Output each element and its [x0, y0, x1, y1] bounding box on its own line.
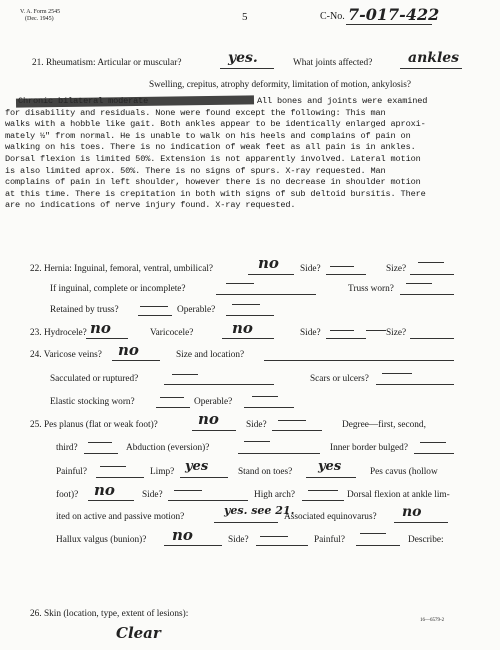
item22-complete-line	[216, 294, 316, 295]
item24-size-location-line	[264, 360, 454, 361]
item25-stand-toes-answer: yes	[318, 459, 342, 474]
item25-ited: ited on active and passive motion?	[56, 512, 185, 522]
item25-side2-line	[168, 500, 248, 501]
item25-hallux-answer: no	[172, 526, 193, 544]
item25-question: 25. Pes planus (flat or weak foot)?	[30, 420, 158, 430]
item26-answer: Clear	[116, 624, 161, 642]
item25-describe: Describe:	[408, 535, 444, 545]
item21-question: 21. Rheumatism: Articular or muscular?	[32, 58, 182, 68]
item22-operable-dash	[232, 304, 260, 305]
item24-elastic: Elastic stocking worn?	[50, 397, 135, 407]
item21-remark-line: Dorsal flexion is limited 50%. Extension is not apparently involved. Lateral motion	[5, 154, 421, 164]
item25-foot: foot)?	[56, 490, 79, 500]
item21-strikethrough	[16, 95, 254, 107]
item22-truss-label: Truss worn?	[348, 284, 394, 294]
item25-hallux-line	[164, 545, 222, 546]
item24-operable-dash	[252, 396, 278, 397]
item24-elastic-line	[156, 407, 190, 408]
item26-question: 26. Skin (location, type, extent of lesions):	[30, 609, 189, 619]
item25-high-arch: High arch?	[254, 490, 296, 500]
item25-third-line	[84, 453, 118, 454]
item24-scars-dash	[382, 373, 412, 374]
item25-abduction-dash	[244, 441, 270, 442]
item25-side-line	[272, 430, 322, 431]
item21-remark-line: is also limited aprox. 50%. There is no signs of spurs. X-ray requested. Man	[5, 165, 386, 176]
item24-size-location: Size and location?	[176, 350, 245, 360]
item23-size-line	[410, 338, 454, 339]
item22-retained: Retained by truss?	[50, 305, 119, 315]
item25-high-arch-line	[302, 500, 344, 501]
claim-number-label: C-No.	[320, 11, 345, 22]
item25-limp-line	[180, 477, 228, 478]
item25-equinovarus-answer: no	[402, 504, 422, 520]
item23-question: 23. Hydrocele?	[30, 328, 87, 338]
item24-answer: no	[118, 341, 139, 359]
item22-size-dash	[418, 262, 444, 263]
item23-side-line	[326, 338, 366, 339]
claim-number-value: 7-017-422	[348, 5, 440, 24]
item24-scars-line	[376, 384, 454, 385]
item21-remark-line: All bones and joints were examined	[257, 96, 428, 106]
item25-degree: Degree—first, second,	[342, 420, 426, 430]
item25-side2: Side?	[142, 490, 163, 500]
item21-remark-line: mately ½" from normal. He is unable to walk on his heels and complains of pain on	[5, 130, 411, 141]
item22-operable-line	[226, 315, 274, 316]
item25-answer: no	[198, 410, 219, 428]
item25-limp: Limp?	[150, 467, 175, 477]
item25-pes-cavus: Pes cavus (hollow	[370, 467, 438, 477]
item23-side-label: Side?	[300, 328, 321, 338]
item25-abduction: Abduction (eversion)?	[126, 443, 210, 453]
item23-answer-line	[86, 338, 128, 339]
item23-varicocele: Varicocele?	[150, 328, 194, 338]
item25-stand-toes-line	[306, 477, 356, 478]
item25-painful2-line	[356, 545, 400, 546]
item24-elastic-dash	[160, 397, 184, 398]
item22-truss-dash	[406, 283, 432, 284]
item25-painful-dash	[100, 466, 126, 467]
item25-side3-dash	[260, 536, 288, 537]
item24-operable-line	[244, 407, 294, 408]
form-date: (Dec. 1945)	[25, 16, 54, 22]
page-number: 5	[242, 11, 248, 23]
item22-side-dash	[330, 266, 354, 267]
claim-number-line	[346, 24, 432, 25]
item25-stand-toes: Stand on toes?	[238, 467, 293, 477]
item21-joints-line	[400, 68, 462, 69]
item24-sacculated-dash	[172, 374, 198, 375]
item22-side-label: Side?	[300, 264, 321, 274]
item22-complete-dash	[226, 283, 254, 284]
item25-limp-answer: yes	[185, 459, 209, 474]
item22-side-line	[326, 274, 366, 275]
item22-answer-line	[248, 274, 294, 275]
item21-remark-line: are no indications of nerve injury found. X-ray requested.	[5, 200, 296, 211]
item25-side-label: Side?	[246, 420, 267, 430]
item22-truss-line	[400, 294, 454, 295]
item24-sacculated: Sacculated or ruptured?	[50, 374, 139, 384]
item25-third: third?	[56, 443, 78, 453]
item21-remark-line: walks with a hobble like gait. Both ankles appear to be identically enlarged aproxi-	[5, 119, 426, 130]
item21-answer-type: yes.	[228, 50, 258, 66]
item22-size-line	[410, 274, 454, 275]
item25-high-arch-dash	[308, 490, 338, 491]
item25-inner-border-dash	[420, 442, 446, 443]
item22-question: 22. Hernia: Inguinal, femoral, ventral, umbilical?	[30, 264, 214, 274]
item22-retained-dash	[140, 306, 168, 307]
item21-type-line	[220, 68, 274, 69]
item23-size-label: Size?	[386, 328, 407, 338]
item25-side2-dash	[174, 490, 202, 491]
item21-remark-line: at this time. There is crepitation in both with signs of sub deltoid bursitis. There	[5, 188, 426, 199]
item25-equinovarus: Associated equinovarus?	[284, 512, 377, 522]
item22-size-label: Size?	[386, 264, 407, 274]
item25-abduction-line	[238, 453, 320, 454]
item22-retained-line	[138, 315, 172, 316]
item24-answer-line	[112, 360, 160, 361]
item25-ited-line	[214, 522, 278, 523]
item24-operable: Operable?	[194, 397, 233, 407]
item23-varicocele-answer: no	[232, 319, 253, 337]
item25-painful-line	[96, 477, 144, 478]
item25-foot-answer: no	[94, 481, 115, 499]
item22-answer: no	[258, 254, 279, 272]
item25-side-dash	[278, 420, 306, 421]
item24-scars: Scars or ulcers?	[310, 374, 369, 384]
item25-dorsal: Dorsal flexion at ankle lim-	[347, 490, 450, 500]
item25-foot-line	[88, 500, 134, 501]
item25-hallux: Hallux valgus (bunion)?	[56, 535, 147, 545]
item23-varicocele-line	[222, 338, 274, 339]
item25-third-dash	[88, 442, 112, 443]
item25-painful2: Painful?	[314, 535, 345, 545]
item21-remark-line: walking on his toes. There is no indication of weak feet as all pain is in ankles.	[5, 142, 416, 153]
item25-painful: Painful?	[56, 467, 87, 477]
item22-operable: Operable?	[177, 305, 216, 315]
item25-painful2-dash	[360, 533, 386, 534]
item25-equinovarus-line	[394, 522, 448, 523]
item24-question: 24. Varicose veins?	[30, 350, 102, 360]
item25-side3-line	[256, 545, 308, 546]
form-number: V. A. Form 2545	[20, 9, 61, 15]
item25-inner-border: Inner border bulged?	[330, 443, 408, 453]
item21-joints-question: What joints affected?	[293, 58, 373, 68]
item21-remark-line: complains of pain in left shoulder, however there is no decrease in shoulder motion	[5, 177, 421, 188]
footer-code: 16—6579-2	[420, 618, 445, 623]
item25-ited-answer: yes. see 21.	[224, 504, 295, 517]
item22-complete: If inguinal, complete or incomplete?	[50, 284, 186, 294]
item25-inner-border-line	[414, 453, 454, 454]
item21-remark-line: for disability and residuals. None were found except the following: This man	[5, 107, 386, 118]
item23-answer: no	[90, 319, 111, 337]
item23-side-dash	[330, 330, 354, 331]
item23-size-dash	[366, 330, 386, 331]
item21-answer-joints: ankles	[408, 50, 460, 66]
item25-answer-line	[192, 430, 236, 431]
item24-sacculated-line	[164, 384, 274, 385]
item21-swelling: Swelling, crepitus, atrophy deformity, limitation of motion, ankylosis?	[149, 80, 411, 90]
item25-side3: Side?	[228, 535, 249, 545]
